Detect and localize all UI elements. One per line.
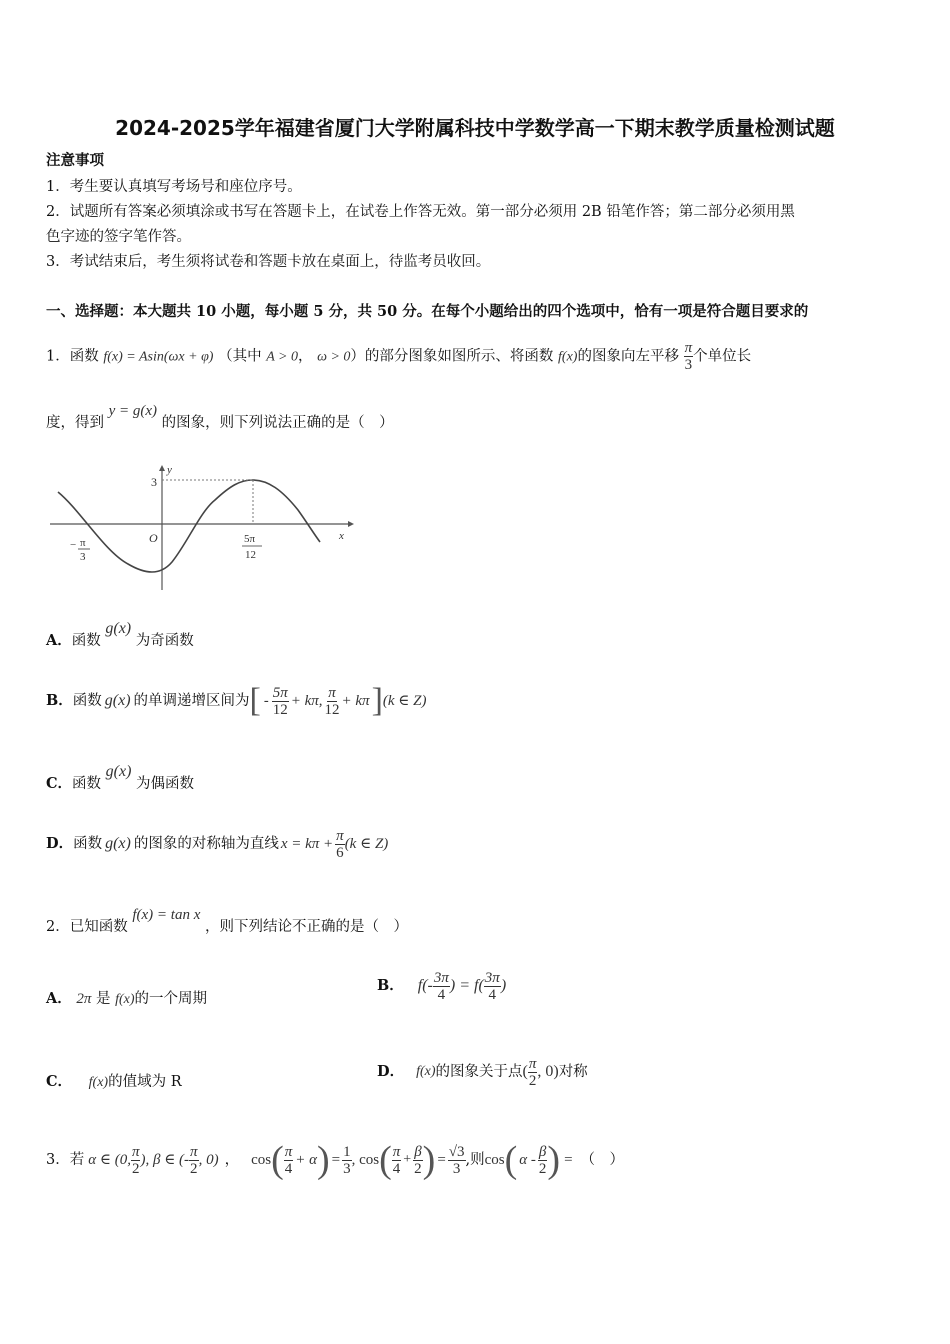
section-heading: 一、选择题：本大题共 10 小题，每小题 5 分，共 50 分。在每个小题给出的四个选项中，恰有一项是符合题目要求的 — [46, 303, 809, 320]
option-2a: A． 2π 是 f(x)的一个周期 — [46, 990, 208, 1007]
math-expression: f(x) = tan x — [132, 907, 201, 923]
y-axis-label: y — [167, 464, 172, 476]
question-number: 1．函数 — [46, 348, 99, 365]
function-graph — [50, 462, 360, 592]
notice-item: 2．试题所有答案必须填涂或书写在答题卡上，在试卷上作答无效。第一部分必须用 2B 铅笔作答；第二部分必须用黑 — [46, 204, 795, 220]
x-axis-arrow — [348, 521, 354, 527]
y-axis-arrow — [159, 465, 165, 471]
fraction: $\frac{\pi}{3}$ — [684, 340, 693, 373]
question-1-stem-line2: 度，得到 y = g(x) 的图象，则下列说法正确的是（ ） — [46, 403, 394, 431]
question-3-stem: 3．若 α ∈ (0, $\frac{\pi}{2}$ ), β ∈ (- $\frac{\pi}{2}$ , 0) ， cos ( $\frac{\pi}{4}$ + α ) = $\frac{1}{3}$ , cos ( $\frac{\pi}{4}$ + $\frac{\beta}{2}$ ) = $\frac{√3}{3}$ ,则 cos ( α - $\frac{\beta}{2}$ ) = （ ） — [46, 1139, 625, 1181]
math-expression: A > 0 — [266, 349, 298, 365]
option-1a: A．函数 g(x) 为奇函数 — [46, 620, 194, 649]
question-1-stem: 1．函数 f(x) = Asin(ωx + φ) （其中 A > 0， ω > 0）的部分图象如图所示、将函数 f(x)的图象向左平移 $\frac{\pi}{3}$ 个单位长 — [46, 340, 752, 373]
notice-item: 3．考试结束后，考生须将试卷和答题卡放在桌面上，待监考员收回。 — [46, 254, 491, 270]
notice-item: 色字迹的签字笔作答。 — [46, 229, 191, 245]
y-max-label: 3 — [151, 475, 157, 489]
option-1d: D． 函数 g(x) 的图象的对称轴为直线 x = kπ + $\frac{\pi}{6}$ (k ∈ Z) — [46, 827, 389, 861]
option-1c: C．函数 g(x) 为偶函数 — [46, 763, 195, 792]
peak-num: 5π — [244, 533, 256, 545]
option-2c: C． f(x)的值域为 R — [46, 1073, 182, 1090]
math-expression: f(x) — [558, 349, 578, 365]
origin-label: O — [149, 531, 158, 545]
notice-item: 1．考生要认真填写考场号和座位序号。 — [46, 179, 302, 195]
option-2d: D． f(x) 的图象关于点 ( $\frac{\pi}{2}$ , 0) 对称 — [377, 1055, 588, 1089]
option-1b: B． 函数 g(x) 的单调递增区间为 [ - $\frac{5\pi}{12}$ + kπ, $\frac{\pi}{12}$ + kπ ] (k ∈ Z) — [46, 682, 427, 719]
sine-curve — [58, 480, 320, 572]
math-expression: ω > 0 — [317, 349, 351, 365]
x-axis-label: x — [339, 530, 344, 542]
option-2b: B． f(- $\frac{3\pi}{4}$ ) = f( $\frac{3\pi}{4}$ ) — [377, 969, 507, 1003]
peak-den: 12 — [245, 549, 256, 561]
left-zero-num: π — [80, 537, 86, 549]
left-zero-den: 3 — [80, 551, 86, 563]
page-title: 2024-2025学年福建省厦门大学附属科技中学数学高一下期末教学质量检测试题 — [115, 116, 835, 140]
question-2-stem: 2．已知函数 f(x) = tan x ，则下列结论不正确的是（ ） — [46, 907, 408, 935]
math-expression: y = g(x) — [108, 403, 158, 419]
math-expression: f(x) = Asin(ωx + φ) — [103, 349, 214, 365]
left-zero-sign: − — [70, 539, 77, 551]
notice-heading: 注意事项 — [46, 152, 104, 169]
